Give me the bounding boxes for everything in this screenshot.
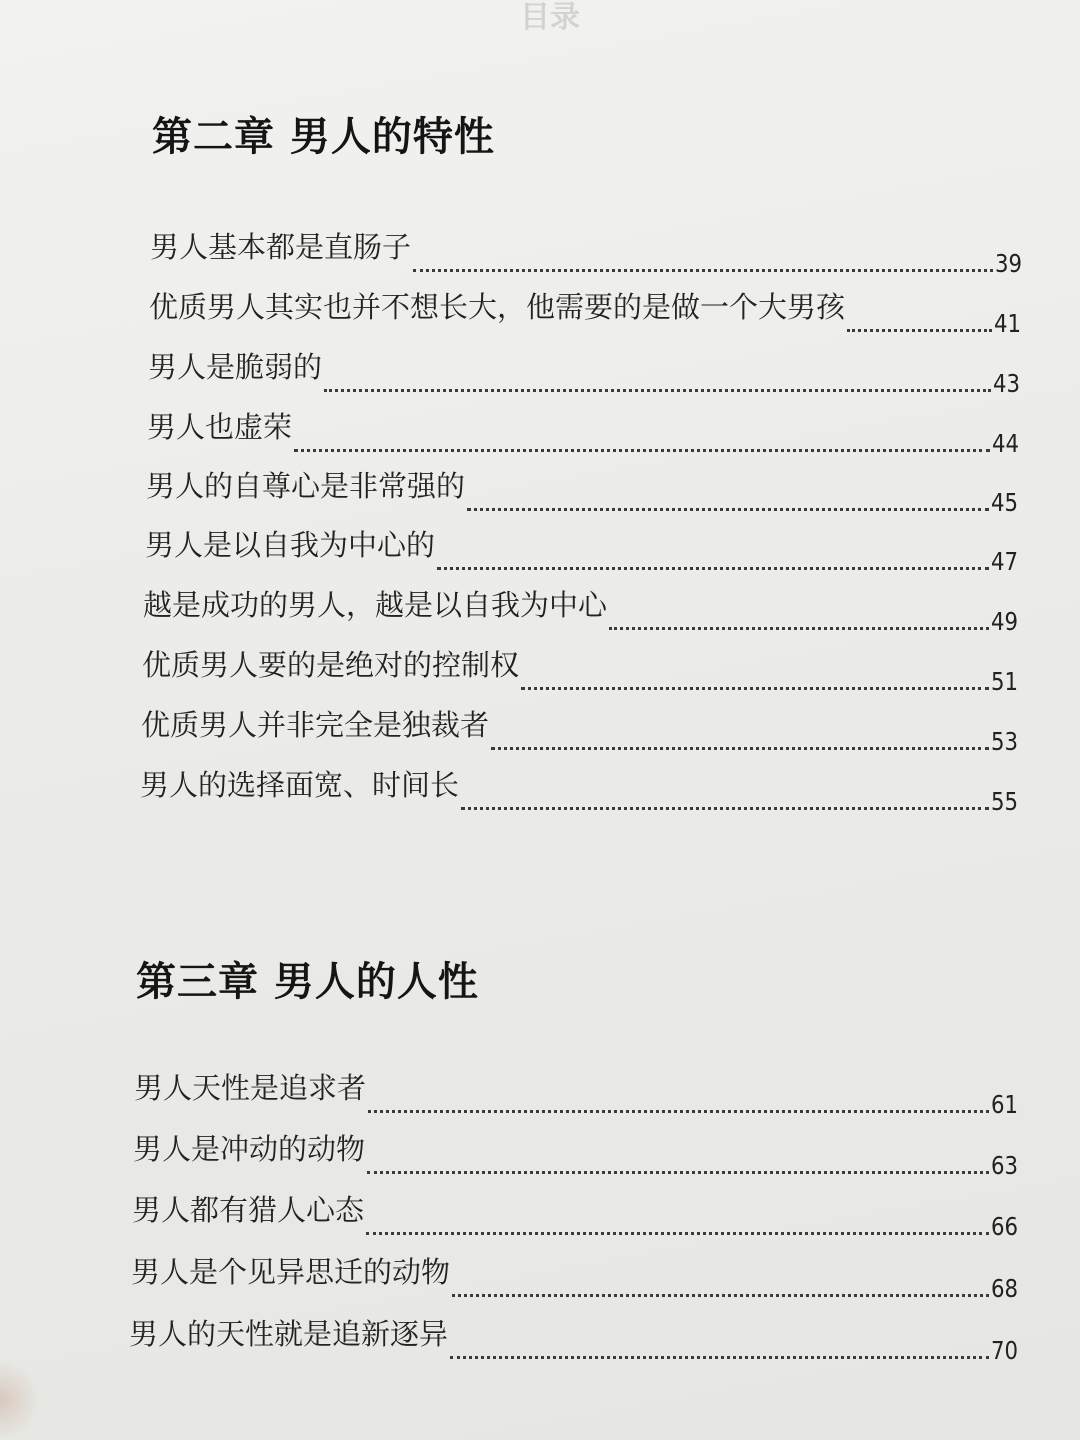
dot-leader: [847, 328, 992, 332]
dot-leader: [367, 1170, 989, 1174]
toc-entry: [150, 226, 1025, 276]
toc-page-number: 51: [991, 667, 1019, 696]
toc-entry-label: 优质男人其实也并不想长大，他需要的是做一个大男孩: [149, 290, 846, 324]
dot-leader: [491, 746, 989, 750]
toc-entry: [132, 1189, 1021, 1239]
chapter-title: 第三章 男人的人性: [136, 959, 479, 1005]
toc-page-number: 61: [991, 1090, 1019, 1119]
toc-page-number: 53: [991, 727, 1019, 756]
toc-page-number: 45: [991, 488, 1019, 517]
toc-entry-label: 男人是以自我为中心的: [145, 528, 436, 562]
toc-entry-label: 男人的自尊心是非常强的: [146, 469, 466, 503]
toc-entry-label: 优质男人并非完全是独裁者: [141, 708, 490, 742]
dot-leader: [294, 448, 990, 452]
toc-entry: [134, 1067, 1021, 1117]
toc-page-number: 47: [991, 547, 1019, 576]
toc-page-number: 44: [992, 429, 1020, 458]
toc-entry: [131, 1251, 1021, 1301]
toc-page-number: 39: [995, 249, 1023, 278]
toc-entry: [141, 704, 1021, 754]
toc-page-number: 49: [991, 607, 1019, 636]
page-edge-shadow: [0, 1360, 40, 1440]
toc-page-number: 70: [991, 1336, 1019, 1365]
chapter-title: 第二章 男人的特性: [152, 114, 495, 160]
toc-entry: [133, 1128, 1021, 1178]
toc-entry-label: 男人的天性就是追新逐异: [129, 1317, 449, 1351]
toc-page-number: 55: [991, 787, 1019, 816]
toc-entry: [149, 286, 1024, 336]
toc-entry-label: 男人是脆弱的: [148, 350, 323, 384]
dot-leader: [461, 806, 989, 810]
toc-entry: [147, 406, 1022, 456]
dot-leader: [324, 388, 991, 392]
toc-entry-label: 男人的选择面宽、时间长: [140, 768, 460, 802]
toc-entry: [143, 584, 1021, 634]
running-header-fragment: 目录: [520, 0, 580, 35]
toc-entry-label: 优质男人要的是绝对的控制权: [142, 648, 520, 682]
toc-entry-label: 男人天性是追求者: [134, 1071, 367, 1105]
toc-entry: [145, 524, 1021, 574]
toc-entry: [140, 764, 1021, 814]
toc-page-number: 43: [993, 369, 1021, 398]
toc-entry-label: 男人是冲动的动物: [133, 1132, 366, 1166]
dot-leader: [521, 686, 989, 690]
dot-leader: [450, 1355, 989, 1359]
toc-entry-label: 男人都有猎人心态: [132, 1193, 365, 1227]
toc-page-number: 41: [994, 309, 1022, 338]
toc-entry-label: 男人也虚荣: [147, 410, 293, 444]
dot-leader: [452, 1293, 989, 1297]
dot-leader: [467, 507, 989, 511]
dot-leader: [437, 566, 989, 570]
toc-entry-label: 男人是个见异思迁的动物: [131, 1255, 451, 1289]
toc-entry-label: 男人基本都是直肠子: [150, 230, 412, 264]
toc-entry: [129, 1313, 1021, 1363]
dot-leader: [413, 268, 993, 272]
toc-entry: [148, 346, 1023, 396]
dot-leader: [609, 626, 989, 630]
toc-entry: [146, 465, 1021, 515]
dot-leader: [368, 1109, 989, 1113]
toc-page-number: 68: [991, 1274, 1019, 1303]
toc-page-number: 63: [991, 1151, 1019, 1180]
toc-entry-label: 越是成功的男人，越是以自我为中心: [143, 588, 608, 622]
toc-page-number: 66: [991, 1212, 1019, 1241]
dot-leader: [366, 1231, 989, 1235]
toc-entry: [142, 644, 1021, 694]
